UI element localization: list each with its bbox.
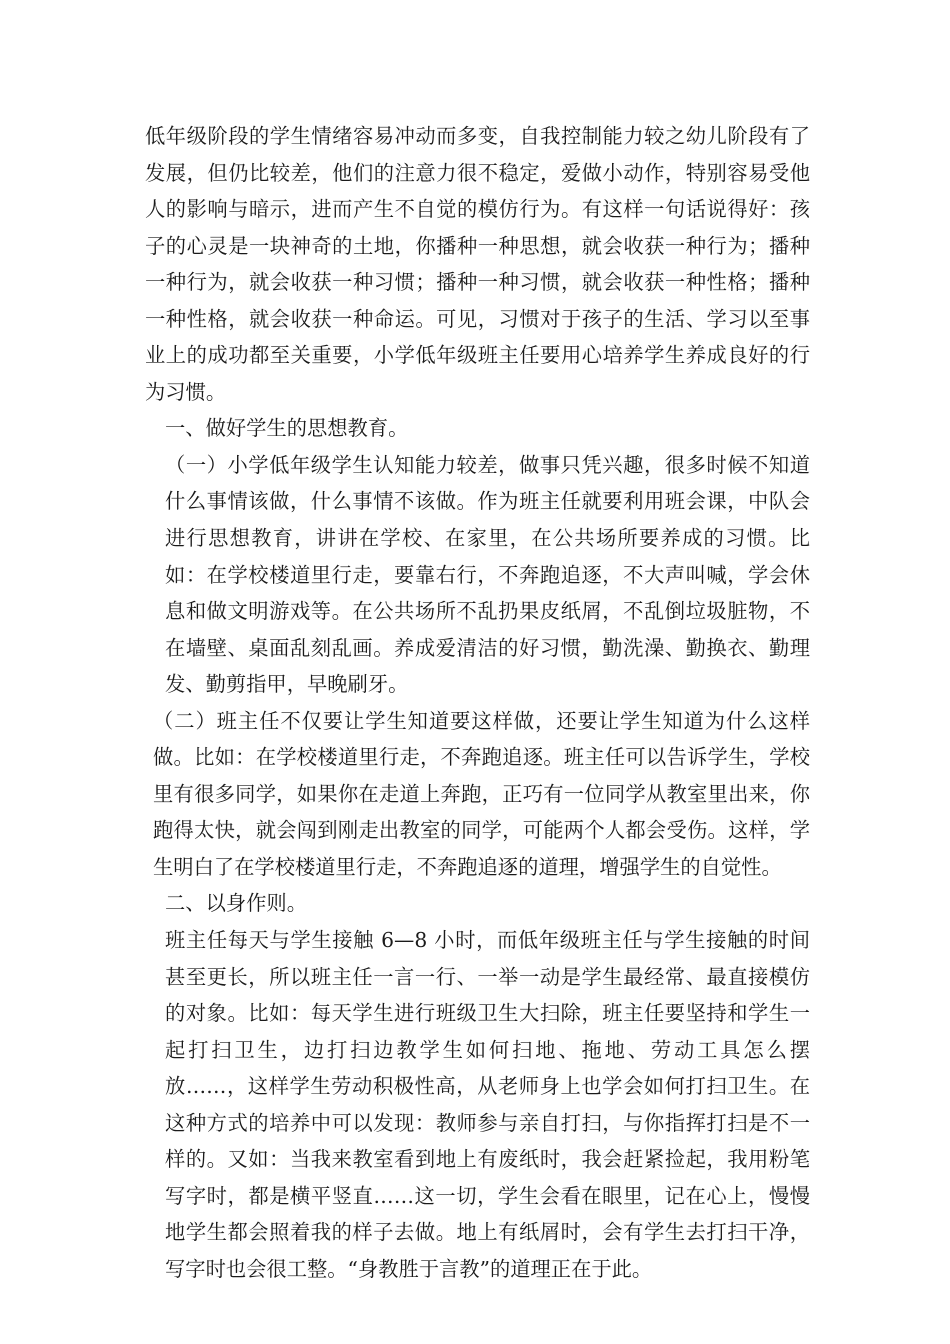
intro-paragraph: 低年级阶段的学生情绪容易冲动而多变，自我控制能力较之幼儿阶段有了发展，但仍比较差，他们的注意力很不稳定，爱做小动作，特别容易受他人的影响与暗示，进而产生不自觉的模仿行为。有这样一句话说得好：孩子的心灵是一块神奇的土地，你播种一种思想，就会收获一种行为；播种一种行为，就会收获一种习惯；播种一种习惯，就会收获一种性格；播种一种性格，就会收获一种命运。可见，习惯对于孩子的生活、学习以至事业上的成功都至关重要，小学低年级班主任要用心培养学生养成良好的行为习惯。 [145, 124, 810, 404]
section-heading-2: 二、以身作则。 [165, 891, 307, 916]
section-heading-1: 一、做好学生的思想教育。 [165, 416, 409, 441]
subsection-paragraph-1: （一）小学低年级学生认知能力较差，做事只凭兴趣，很多时候不知道什么事情该做，什么事情不该做。作为班主任就要利用班会课，中队会进行思想教育，讲讲在学校、在家里，在公共场所要养成的习惯。比如：在学校楼道里行走，要靠右行，不奔跑追逐，不大声叫喊，学会休息和做文明游戏等。在公共场所不乱扔果皮纸屑，不乱倒垃圾脏物，不在墙壁、桌面乱刻乱画。养成爱清洁的好习惯，勤洗澡、勤换衣、勤理发、勤剪指甲，早晚刷牙。 [165, 452, 810, 697]
section-body-2: 班主任每天与学生接触 6—8 小时，而低年级班主任与学生接触的时间甚至更长，所以班主任一言一行、一举一动是学生最经常、最直接模仿的对象。比如：每天学生进行班级卫生大扫除，班主任要坚持和学生一起打扫卫生，边打扫边教学生如何扫地、拖地、劳动工具怎么摆放……，这样学生劳动积极性高，从老师身上也学会如何打扫卫生。在这种方式的培养中可以发现：教师参与亲自打扫，与你指挥打扫是不一样的。又如：当我来教室看到地上有废纸时，我会赶紧捡起，我用粉笔写字时，都是横平竖直……这一切，学生会看在眼里，记在心上，慢慢地学生都会照着我的样子去做。地上有纸屑时，会有学生去打扫干净，写字时也会很工整。“身教胜于言教”的道理正在于此。 [165, 928, 810, 1281]
subsection-paragraph-2: （二）班主任不仅要让学生知道要这样做，还要让学生知道为什么这样做。比如：在学校楼道里行走，不奔跑追逐。班主任可以告诉学生，学校里有很多同学，如果你在走道上奔跑，正巧有一位同学从教室里出来，你跑得太快，就会闯到刚走出教室的同学，可能两个人都会受伤。这样，学生明白了在学校楼道里行走，不奔跑追逐的道理，增强学生的自觉性。 [153, 708, 810, 879]
document-page [145, 118, 810, 1288]
